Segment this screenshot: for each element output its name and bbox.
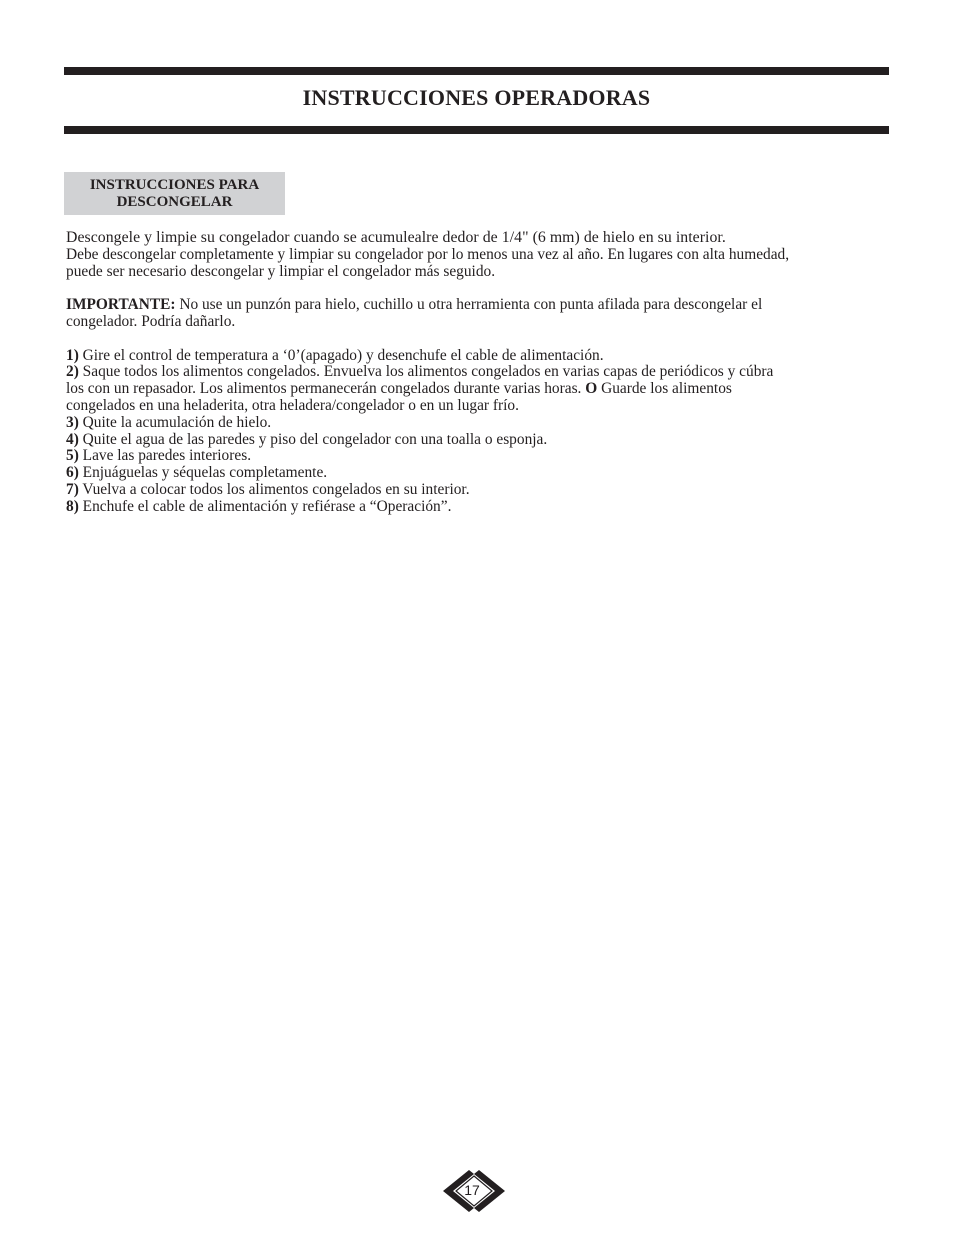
list-item <box>66 364 896 381</box>
step-continuation: congelados en una heladerita, otra heladera/congelador o en un lugar frío. <box>66 396 519 414</box>
step-text: Saque todos los alimentos congelados. Envuelva los alimentos congelados en varias capas de periódicos y cúbra <box>78 363 774 381</box>
important-line-2: congelador. Podría dañarlo. <box>66 312 236 330</box>
step-number: 5) <box>66 447 79 465</box>
step-text: los con un repasador. Los alimentos permanecerán congelados durante varias horas. <box>66 380 586 398</box>
section-heading-line-1: INSTRUCCIONES PARA <box>89 176 260 193</box>
list-item <box>66 482 896 499</box>
step-text: Enjuáguelas y séquelas completamente. <box>78 464 328 482</box>
list-item <box>66 448 896 465</box>
step-text: Enchufe el cable de alimentación y refiérase a “Operación”. <box>78 497 452 515</box>
step-text: Gire el control de temperatura a ‘0’(apagado) y desenchufe el cable de alimentación. <box>78 346 604 364</box>
intro-paragraph <box>66 230 896 280</box>
intro-line-3: puede ser necesario descongelar y limpiar el congelador más seguido. <box>66 262 496 280</box>
page-number: 17 <box>464 1182 480 1198</box>
section-heading-box <box>64 172 285 215</box>
important-note <box>66 297 896 331</box>
step-text: Vuelva a colocar todos los alimentos congelados en su interior. <box>78 480 470 498</box>
intro-line-1: Descongele y limpie su congelador cuando se acumulealre dedor de 1/4" (6 mm) de hielo en su interior. <box>66 229 726 246</box>
step-number: 8) <box>66 497 79 515</box>
steps-list <box>66 348 896 516</box>
step-text: Lave las paredes interiores. <box>78 447 252 465</box>
step-number: 3) <box>66 413 79 431</box>
step-or-word: O <box>585 380 598 398</box>
step-number: 4) <box>66 430 79 448</box>
step-continuation <box>66 381 896 398</box>
section-heading-line-2: DESCONGELAR <box>116 193 233 210</box>
important-line-1 <box>66 297 896 314</box>
header-bottom-rule <box>64 126 889 134</box>
step-number: 1) <box>66 346 79 364</box>
list-item <box>66 465 896 482</box>
list-item <box>66 432 896 449</box>
header-top-rule <box>64 67 889 75</box>
step-number: 6) <box>66 464 79 482</box>
step-text: Quite la acumulación de hielo. <box>78 413 272 431</box>
page-title: INSTRUCCIONES OPERADORAS <box>302 85 651 110</box>
step-text: Guarde los alimentos <box>597 380 732 398</box>
list-item <box>66 499 896 516</box>
step-number: 7) <box>66 480 79 498</box>
list-item <box>66 348 896 365</box>
important-label: IMPORTANTE: <box>66 296 176 314</box>
step-number: 2) <box>66 363 79 381</box>
step-text: Quite el agua de las paredes y piso del congelador con una toalla o esponja. <box>78 430 548 448</box>
intro-line-2: Debe descongelar completamente y limpiar su congelador por lo menos una vez al año. En lugares con alta humedad, <box>66 245 790 263</box>
body-content <box>66 230 896 516</box>
important-text-1: No use un punzón para hielo, cuchillo u otra herramienta con punta afilada para descongelar el <box>175 296 763 314</box>
list-item <box>66 415 896 432</box>
